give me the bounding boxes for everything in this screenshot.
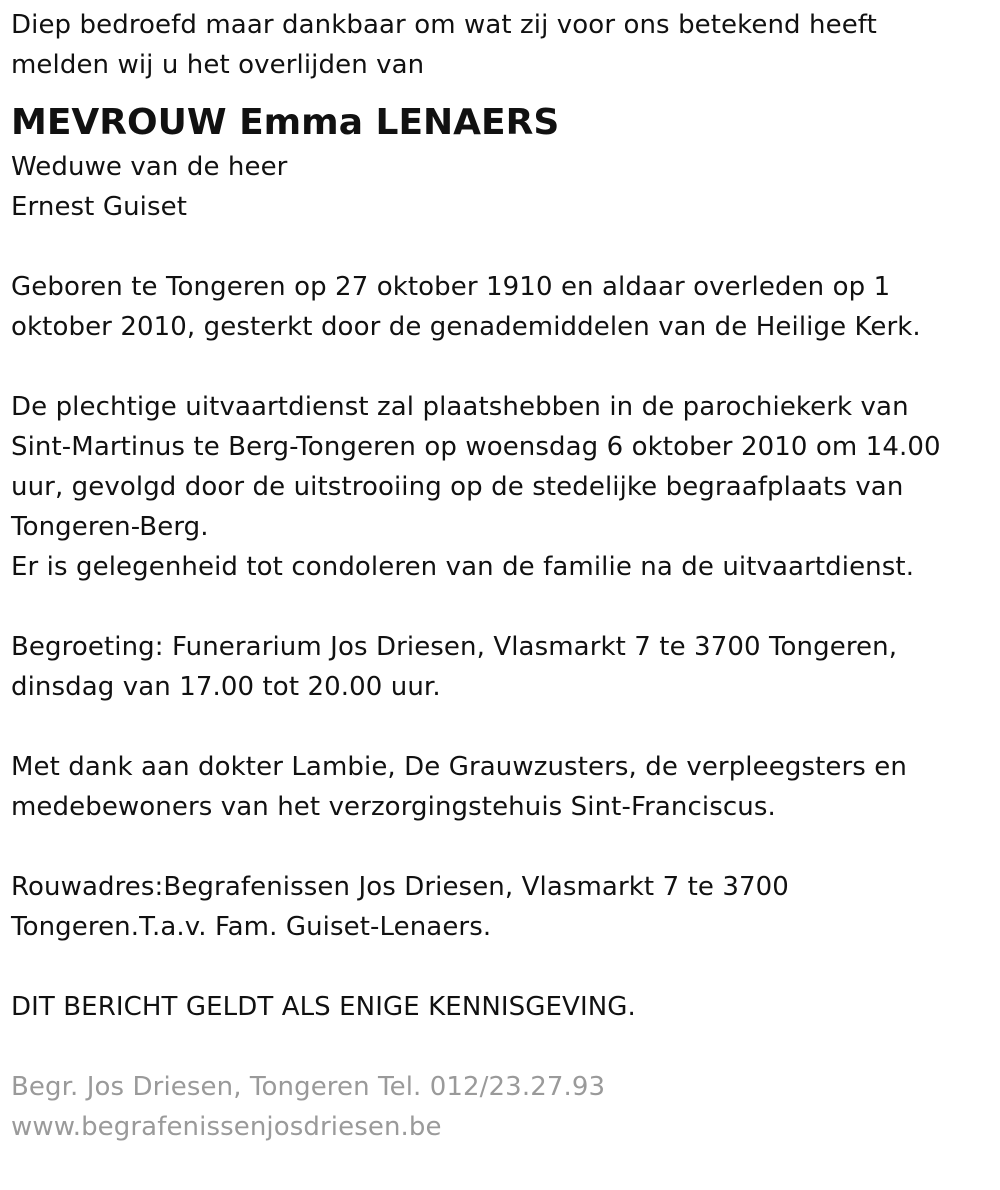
funeral-line: Sint-Martinus te Berg-Tongeren op woensdag 6 oktober 2010 om 14.00 — [11, 432, 941, 462]
funeral-line: Tongeren-Berg. — [11, 512, 209, 542]
spouse-name: Ernest Guiset — [11, 192, 188, 222]
funeral-paragraph — [11, 387, 986, 587]
obituary-notice — [11, 0, 986, 1147]
mourning-address-paragraph — [11, 867, 986, 947]
thanks-line: medebewoners van het verzorgingstehuis Sint-Franciscus. — [11, 792, 776, 822]
thanks-paragraph — [11, 747, 986, 827]
intro-paragraph — [11, 0, 986, 85]
undertaker-contact: Begr. Jos Driesen, Tongeren Tel. 012/23.27.93 — [11, 1072, 606, 1102]
footer — [11, 1067, 986, 1147]
undertaker-website: www.begrafenissenjosdriesen.be — [11, 1112, 442, 1142]
greeting-line: Begroeting: Funerarium Jos Driesen, Vlasmarkt 7 te 3700 Tongeren, — [11, 632, 898, 662]
intro-line: Diep bedroefd maar dankbaar om wat zij voor ons betekend heeft — [11, 10, 877, 40]
notice-line: DIT BERICHT GELDT ALS ENIGE KENNISGEVING. — [11, 992, 636, 1022]
mourning-address-line: Tongeren.T.a.v. Fam. Guiset-Lenaers. — [11, 912, 492, 942]
intro-line: melden wij u het overlijden van — [11, 50, 425, 80]
greeting-line: dinsdag van 17.00 tot 20.00 uur. — [11, 672, 441, 702]
mourning-address-line: Rouwadres:Begrafenissen Jos Driesen, Vlasmarkt 7 te 3700 — [11, 872, 789, 902]
condolence-line: Er is gelegenheid tot condoleren van de familie na de uitvaartdienst. — [11, 552, 915, 582]
thanks-line: Met dank aan dokter Lambie, De Grauwzusters, de verpleegsters en — [11, 752, 907, 782]
funeral-line: uur, gevolgd door de uitstrooiing op de stedelijke begraafplaats van — [11, 472, 904, 502]
birth-death-line: Geboren te Tongeren op 27 oktober 1910 en aldaar overleden op 1 — [11, 272, 891, 302]
spouse-line: Weduwe van de heer — [11, 152, 288, 182]
birth-death-line: oktober 2010, gesterkt door de genademiddelen van de Heilige Kerk. — [11, 312, 921, 342]
funeral-line: De plechtige uitvaartdienst zal plaatshebben in de parochiekerk van — [11, 392, 909, 422]
spouse-paragraph — [11, 147, 986, 227]
deceased-name: MEVROUW Emma LENAERS — [11, 102, 560, 143]
birth-death-paragraph — [11, 267, 986, 347]
greeting-paragraph — [11, 627, 986, 707]
